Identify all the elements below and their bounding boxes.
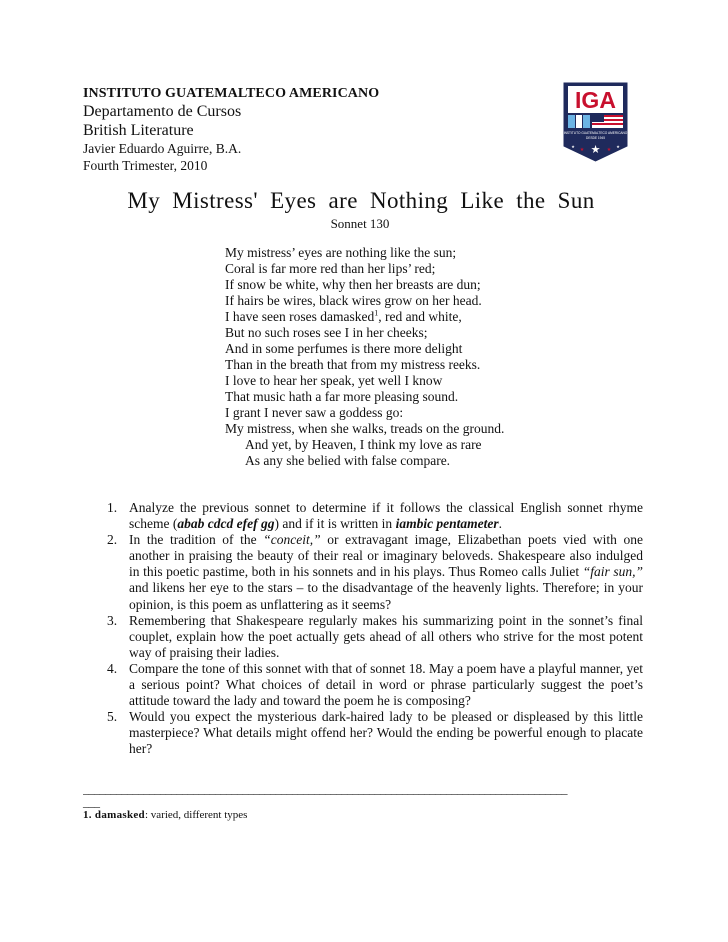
question-text: Analyze the previous sonnet to determine if it follows the classical English sonnet rhyme scheme (abab cdcd efef gg) and if it is written in iambic pentameter.: [129, 500, 643, 532]
question-number: 1.: [107, 500, 118, 515]
couplet-line: As any she belied with false compare.: [245, 453, 451, 468]
poem-subtitle: Sonnet 130: [330, 216, 390, 231]
question-item: [107, 709, 643, 757]
star-icon: ★: [571, 144, 575, 149]
poem-line: I love to hear her speak, yet well I know: [225, 373, 443, 388]
poem-line: If snow be white, why then her breasts are dun;: [225, 277, 481, 292]
footnote-term: 1. damasked: [83, 809, 145, 821]
footnote-marker: 1: [374, 308, 379, 318]
poem-line: And in some perfumes is there more delight: [225, 341, 463, 356]
logo-caption: INSTITUTO GUATEMALTECO AMERICANO: [563, 131, 628, 135]
poem-title: My Mistress' Eyes are Nothing Like the Sun: [127, 188, 595, 213]
footnote-separator: ________________________________________________________________________________________: [83, 782, 567, 796]
logo-since: DESDE 1945: [586, 136, 605, 140]
course-name: British Literature: [83, 122, 194, 139]
poem-line: My mistress, when she walks, treads on the ground.: [225, 421, 505, 436]
star-icon: ★: [606, 147, 612, 153]
poem-line: But no such roses see I in her cheeks;: [225, 325, 428, 340]
poem-line: That music hath a far more pleasing sound.: [225, 389, 459, 404]
poem-line: Coral is far more red than her lips’ red;: [225, 261, 436, 276]
poem-line: If hairs be wires, black wires grow on her head.: [225, 293, 482, 308]
question-text: Remembering that Shakespeare regularly makes his summarizing point in the sonnet’s final couplet, explain how the poet actually gets ahead of all others who strive for the most potent way of praising their ladies.: [129, 612, 643, 660]
star-icon: ★: [579, 147, 585, 153]
question-text: Would you expect the mysterious dark-haired lady to be pleased or displeased by this little masterpiece? What details might offend her? Would the ending be powerful enough to placate her?: [129, 709, 643, 757]
logo-text: IGA: [575, 87, 616, 113]
question-number: 3.: [107, 612, 118, 628]
document-header: [83, 86, 503, 174]
footnote: [83, 809, 247, 822]
poem-line: I grant I never saw a goddess go:: [225, 405, 404, 420]
department-name: Departamento de Cursos: [83, 103, 242, 120]
question-number: 4.: [107, 660, 118, 676]
question-text: Compare the tone of this sonnet with that of sonnet 18. May a poem have a playful manner, yet a serious point? What choices of detail in word or phrase particularly suggest the poet’s attitude toward the lady and toward the poem he is composing?: [129, 660, 643, 709]
question-item: [107, 532, 643, 612]
question-number: 5.: [107, 709, 118, 725]
footnote-definition: : varied, different types: [144, 809, 248, 821]
star-icon: ★: [590, 143, 601, 156]
question-number: 2.: [107, 532, 118, 548]
couplet-line: And yet, by Heaven, I think my love as rare: [245, 437, 482, 452]
poem-line: My mistress’ eyes are nothing like the sun;: [225, 245, 457, 260]
footnote-separator-tail: ___: [83, 795, 100, 809]
institute-name: INSTITUTO GUATEMALTECO AMERICANO: [83, 86, 380, 101]
question-text: In the tradition of the “conceit,” or extravagant image, Elizabethan poets vied with one another in praising the beauty of their real or imaginary beloveds. Shakespeare also indulged in this poetic pastime, both in his sonnets and in his plays. Thus Romeo calls Juliet “fair sun,” and likens her eye to the stars – to the disadvantage of the heavenly lights. Therefore; in your opinion, is this poem as unflattering as it seems?: [129, 532, 643, 612]
star-icon: ★: [616, 144, 620, 149]
iga-logo: [563, 82, 628, 162]
term-label: Fourth Trimester, 2010: [83, 158, 208, 173]
poem-line: Than in the breath that from my mistress reeks.: [225, 357, 481, 372]
teacher-name: Javier Eduardo Aguirre, B.A.: [83, 141, 242, 156]
question-list: [107, 500, 643, 758]
question-item: [107, 613, 643, 661]
question-item: [107, 500, 643, 532]
poem-line: I have seen roses damasked$^1$, red and white,: [225, 308, 462, 324]
sonnet-text: [225, 245, 585, 469]
question-item: [107, 661, 643, 709]
